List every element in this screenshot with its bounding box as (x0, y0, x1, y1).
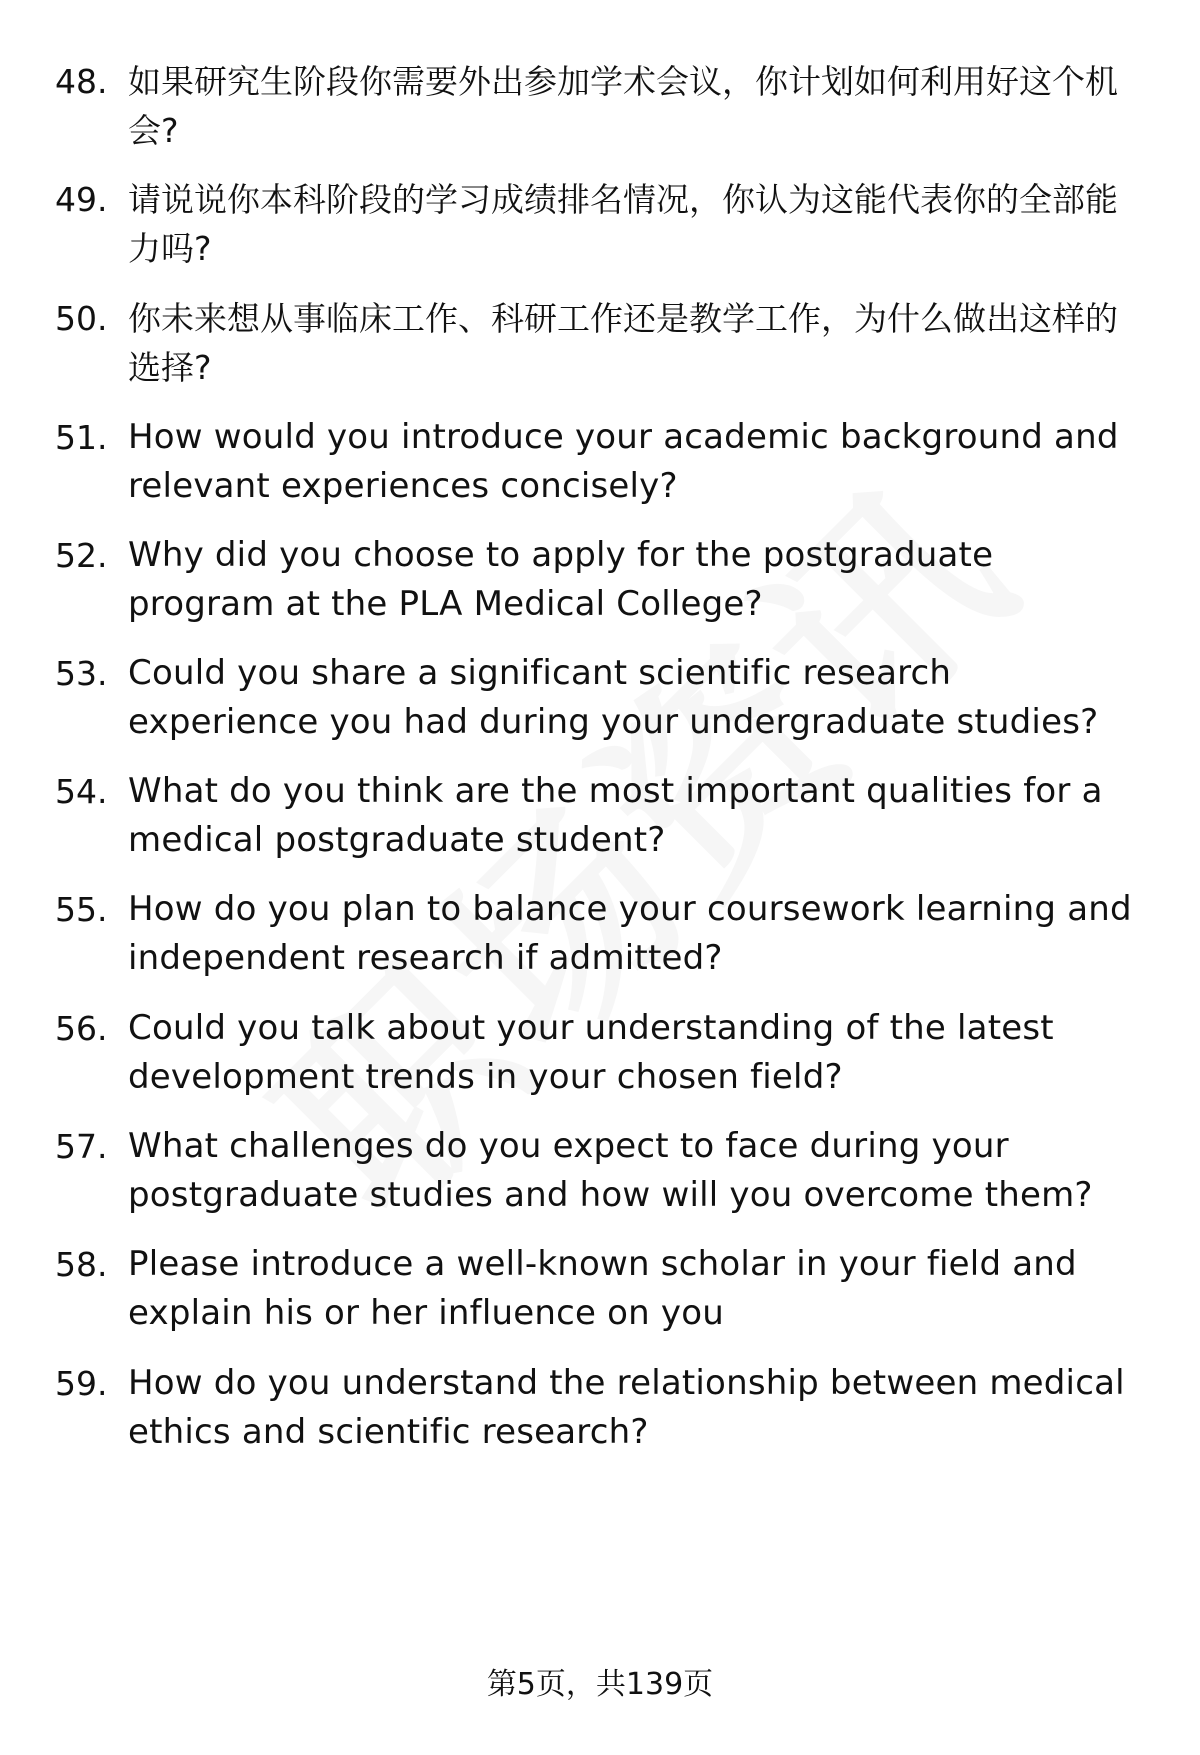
question-number: 59. (55, 1364, 108, 1403)
question-text: 请说说你本科阶段的学习成绩排名情况，你认为这能代表你的全部能力吗? (128, 180, 1118, 268)
question-text: How do you understand the relationship between medical ethics and scientific research? (128, 1363, 1125, 1452)
question-number: 53. (55, 654, 108, 693)
question-text: What do you think are the most important qualities for a medical postgraduate student? (128, 771, 1103, 860)
question-text: 你未来想从事临床工作、科研工作还是教学工作，为什么做出这样的选择? (128, 299, 1118, 387)
question-text: How would you introduce your academic background and relevant experiences concisely? (128, 417, 1119, 506)
question-item-56 (55, 1004, 1155, 1102)
question-number: 57. (55, 1127, 108, 1166)
question-number: 50. (55, 299, 108, 338)
question-number: 51. (55, 418, 108, 457)
question-item-58 (55, 1240, 1155, 1338)
question-item-59 (55, 1359, 1155, 1457)
question-text: Why did you choose to apply for the postgraduate program at the PLA Medical College? (128, 535, 994, 624)
question-item-52 (55, 531, 1155, 629)
question-text: How do you plan to balance your coursework learning and independent research if admitted? (128, 889, 1132, 978)
question-number: 54. (55, 772, 108, 811)
question-item-57 (55, 1122, 1155, 1220)
question-number: 49. (55, 180, 108, 219)
question-text: Could you share a significant scientific research experience you had during your undergraduate studies? (128, 653, 1099, 742)
question-text: What challenges do you expect to face during your postgraduate studies and how will you overcome them? (128, 1126, 1093, 1215)
question-text: Please introduce a well-known scholar in your field and explain his or her influence on you (128, 1244, 1077, 1333)
question-number: 48. (55, 62, 108, 101)
question-text: Could you talk about your understanding of the latest development trends in your chosen field? (128, 1008, 1054, 1097)
question-item-50 (55, 294, 1155, 392)
question-item-53 (55, 649, 1155, 747)
question-item-55 (55, 885, 1155, 983)
question-item-51 (55, 413, 1155, 511)
question-text: 如果研究生阶段你需要外出参加学术会议，你计划如何利用好这个机会? (128, 62, 1118, 150)
question-item-49 (55, 175, 1155, 273)
page-indicator: 第5页，共139页 (486, 1667, 714, 1702)
question-number: 58. (55, 1245, 108, 1284)
question-item-54 (55, 767, 1155, 865)
question-number: 52. (55, 536, 108, 575)
question-item-48 (55, 57, 1155, 155)
question-number: 55. (55, 890, 108, 929)
question-number: 56. (55, 1009, 108, 1048)
